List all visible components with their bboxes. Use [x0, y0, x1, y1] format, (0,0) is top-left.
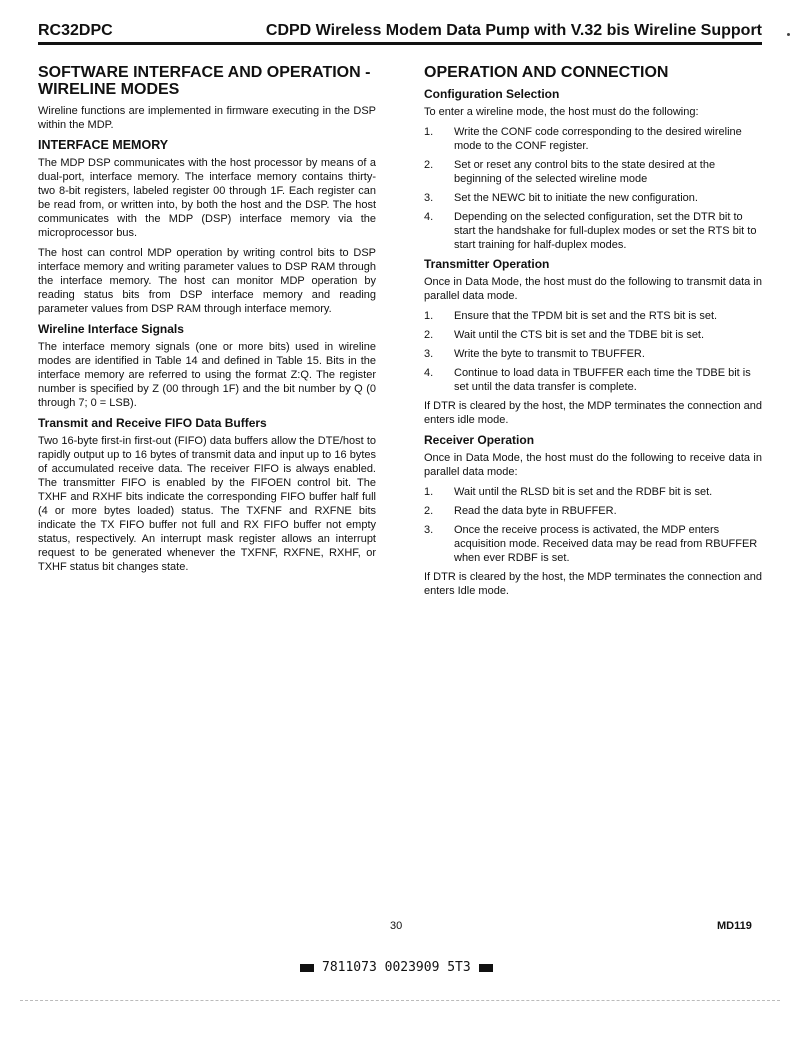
document-title: CDPD Wireless Modem Data Pump with V.32 bis Wireline Support: [265, 22, 762, 39]
receiver-steps: [424, 485, 762, 565]
receiver-intro: Once in Data Mode, the host must do the following to receive data in parallel data mode:: [424, 452, 762, 478]
list-item: 2. Wait until the CTS bit is set and the TDBE bit is set.: [424, 329, 705, 341]
product-code: RC32DPC: [38, 22, 113, 39]
list-item: 4. Depending on the selected configuration, set the DTR bit to start the handshake for full-duplex modes or set the RTS bit to start training for half-duplex modes.: [424, 211, 757, 251]
list-item: 2. Read the data byte in RBUFFER.: [424, 505, 617, 517]
transmitter-heading: Transmitter Operation: [424, 257, 550, 271]
scan-speck: [787, 33, 790, 36]
document-number: MD119: [717, 920, 752, 932]
list-item: 2. Set or reset any control bits to the state desired at the beginning of the selected wireline mode: [424, 159, 716, 185]
config-steps: [424, 125, 762, 252]
interface-memory-paragraph-2: The host can control MDP operation by writing control bits to DSP interface memory and writing parameter values to DSP RAM through the interface memory. The host can monitor MDP operation by reading status bits from DSP interface memory and reading parameter values from DSP RAM through interface memory.: [38, 247, 376, 315]
list-item: 1. Ensure that the TPDM bit is set and the RTS bit is set.: [424, 310, 718, 322]
page-header: [38, 22, 762, 45]
list-item: 1. Wait until the RLSD bit is set and the RDBF bit is set.: [424, 486, 713, 498]
fifo-heading: Transmit and Receive FIFO Data Buffers: [38, 416, 267, 430]
config-intro: To enter a wireline mode, the host must do the following:: [424, 106, 699, 118]
transmitter-intro: Once in Data Mode, the host must do the following to transmit data in parallel data mode.: [424, 276, 762, 302]
fifo-paragraph: Two 16-byte first-in first-out (FIFO) data buffers allow the DTE/host to rapidly output up to 16 bytes of transmit data and input up to 16 bytes of accumulated receive data. The receiver FIFO is always enabled. The transmitter FIFO is enabled by the FIFOEN control bit. The TXHF and RXHF bits indicate the corresponding FIFO buffer half full (4 or more bytes loaded) status. The TXFNF and RXFNE bits indicate the TX FIFO buffer not full and RX FIFO buffer not empty status, respectively. An interrupt mask register allows an interrupt request to be generated whenever the TXFNF, RXFNE, RXHF, or TXHF status bit changes state.: [38, 435, 376, 573]
right-column: [424, 64, 762, 604]
config-heading: Configuration Selection: [424, 87, 560, 101]
left-column: [38, 64, 376, 580]
receiver-heading: Receiver Operation: [424, 433, 535, 447]
scan-artifact-line: [20, 1000, 780, 1001]
wireline-signals-paragraph: The interface memory signals (one or more bits) used in wireline modes are identified in Table 14 and defined in Table 15. Bits in the interface memory are referred to using the format Z:Q. The register number is specified by Z (00 through 1F) and the bit number by Q (0 through 7; 0 = LSB).: [38, 341, 376, 409]
wireline-signals-heading: Wireline Interface Signals: [38, 322, 184, 336]
receiver-outro: If DTR is cleared by the host, the MDP terminates the connection and enters Idle mode.: [424, 571, 762, 597]
transmitter-outro: If DTR is cleared by the host, the MDP terminates the connection and enters idle mode.: [424, 400, 762, 426]
list-item: 3. Once the receive process is activated, the MDP enters acquisition mode. Received data may be read from RBUFFER when ever RDBF is set.: [424, 524, 758, 564]
barcode-block-right: [479, 964, 493, 972]
intro-paragraph: Wireline functions are implemented in firmware executing in the DSP within the MDP.: [38, 105, 376, 131]
interface-memory-heading: INTERFACE MEMORY: [38, 138, 169, 152]
barcode: [300, 960, 493, 975]
list-item: 3. Write the byte to transmit to TBUFFER.: [424, 348, 645, 360]
list-item: 3. Set the NEWC bit to initiate the new configuration.: [424, 192, 698, 204]
list-item: 4. Continue to load data in TBUFFER each time the TDBE bit is set until the data transfer is complete.: [424, 367, 751, 393]
interface-memory-paragraph-1: The MDP DSP communicates with the host processor by means of a dual-port, interface memory. The interface memory contains thirty-two 8-bit registers, labeled register 00 through 1F. Each register can be read from, or written into, by both the host and the DSP. The host communicates with the MDP (DSP) interface memory via the microprocessor bus.: [38, 157, 376, 239]
operation-title: OPERATION AND CONNECTION: [424, 64, 669, 81]
barcode-text: 7811073 0023909 5T3: [322, 960, 471, 975]
section-title: SOFTWARE INTERFACE AND OPERATION - WIRELINE MODES: [38, 64, 371, 98]
page-number: 30: [390, 920, 403, 932]
transmitter-steps: [424, 309, 762, 394]
list-item: 1. Write the CONF code corresponding to the desired wireline mode to the CONF register.: [424, 126, 742, 152]
barcode-block-left: [300, 964, 314, 972]
